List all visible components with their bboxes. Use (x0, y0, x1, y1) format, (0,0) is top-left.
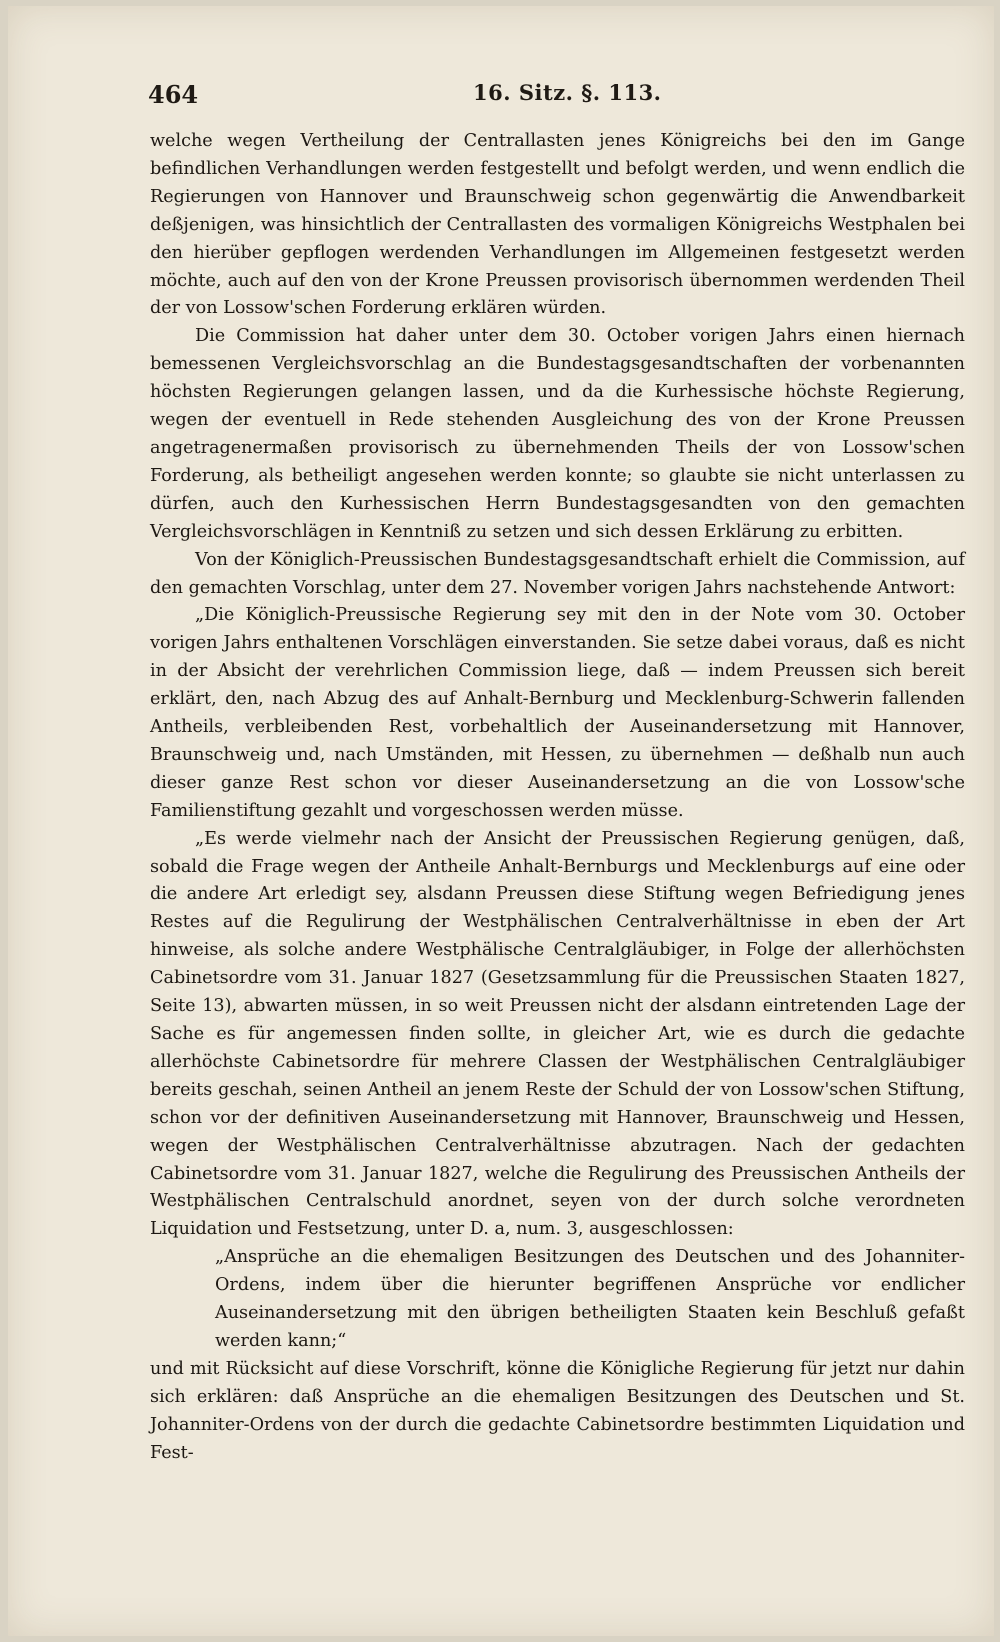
scanned-page (8, 6, 994, 1636)
paragraph-block-quote: „Ansprüche an die ehemaligen Besitzungen des Deutschen und des Johanniter-Ordens, indem über die hierunter begriffenen Ansprüche vor endlicher Auseinandersetzung mit den übrigen betheiligten Staaten kein Beschluß gefaßt werden kann;“ (215, 1247, 965, 1351)
page-header (148, 80, 968, 114)
paragraph-quoted-reply-2: „Es werde vielmehr nach der Ansicht der Preussischen Regierung genügen, daß, sobald die Frage wegen der Antheile Anhalt-Bernburgs und Mecklenburgs auf eine oder die andere Art erledigt sey, alsdann Preussen diese Stiftung wegen Befriedigung jenes Restes auf die Regulirung der Westphälischen Centralverhältnisse in eben der Art hinweise, als solche andere Westphälische Centralgläubiger, in Folge der allerhöchsten Cabinetsordre vom 31. Januar 1827 (Gesetzsammlung für die Preussischen Staaten 1827, Seite 13), abwarten müssen, in so weit Preussen nicht der alsdann eintretenden Lage der Sache es für angemessen finden sollte, in gleicher Art, wie es durch die gedachte allerhöchste Cabinetsordre für mehrere Classen der Westphälischen Centralgläubiger bereits geschah, seinen Antheil an jenem Reste der Schuld der von Lossow'schen Stiftung, schon vor der definitiven Auseinandersetzung mit Hannover, Braunschweig und Hessen, wegen der Westphälischen Centralverhältnisse abzutragen. Nach der gedachten Cabinetsordre vom 31. Januar 1827, welche die Regulirung des Preussischen Antheils der Westphälischen Centralschuld anordnet, seyen von der durch solche verordneten Liquidation und Festsetzung, unter D. a, num. 3, ausgeschlossen: (150, 828, 965, 1240)
paragraph-prussian-reply-intro: Von der Königlich-Preussischen Bundestagsgesandtschaft erhielt die Commission, auf den gemachten Vorschlag, unter dem 27. November vorigen Jahrs nachstehende Antwort: (150, 549, 965, 598)
paragraph-quoted-reply-1: „Die Königlich-Preussische Regierung sey mit den in der Note vom 30. October vorigen Jahrs enthaltenen Vorschlägen einverstanden. Sie setze dabei voraus, daß es nicht in der Absicht der verehrlichen Commission liege, daß — indem Preussen sich bereit erklärt, den, nach Abzug des auf Anhalt-Bernburg und Mecklenburg-Schwerin fallenden Antheils, verbleibenden Rest, vorbehaltlich der Auseinandersetzung mit Hannover, Braunschweig und, nach Umständen, mit Hessen, zu übernehmen — deßhalb nun auch dieser ganze Rest schon vor dieser Auseinandersetzung an die von Lossow'sche Familienstiftung gezahlt und vorgeschossen werden müsse. (150, 605, 965, 821)
body-text (150, 128, 965, 1468)
paragraph-continuation: welche wegen Vertheilung der Centrallasten jenes Königreichs bei den im Gange befindlichen Verhandlungen werden festgestellt und befolgt werden, und wenn endlich die Regierungen von Hannover und Braunschweig schon gegenwärtig die Anwendbarkeit deßjenigen, was hinsichtlich der Centrallasten des vormaligen Königreichs Westphalen bei den hierüber gepflogen werdenden Verhandlungen im Allgemeinen festgesetzt werden möchte, auch auf den von der Krone Preussen provisorisch übernommen werdenden Theil der von Lossow'schen Forderung erklären würden. (150, 131, 965, 319)
running-head: 16. Sitz. §. 113. (473, 80, 662, 105)
paragraph-conclusion: und mit Rücksicht auf diese Vorschrift, könne die Königliche Regierung für jetzt nur dahin sich erklären: daß Ansprüche an die ehemaligen Besitzungen des Deutschen und St. Johanniter-Ordens von der durch die gedachte Cabinetsordre bestimmten Liquidation und Fest- (150, 1358, 965, 1463)
paragraph-commission: Die Commission hat daher unter dem 30. October vorigen Jahrs einen hiernach bemessenen Vergleichsvorschlag an die Bundestagsgesandtschaften der vorbenannten höchsten Regierungen gelangen lassen, und da die Kurhessische höchste Regierung, wegen der eventuell in Rede stehenden Ausgleichung des von der Krone Preussen angetragenermaßen provisorisch zu übernehmenden Theils der von Lossow'schen Forderung, als betheiligt angesehen werden konnte; so glaubte sie nicht unterlassen zu dürfen, auch den Kurhessischen Herrn Bundestagsgesandten von den gemachten Vergleichsvorschlägen in Kenntniß zu setzen und sich dessen Erklärung zu erbitten. (150, 326, 965, 542)
page-number: 464 (148, 80, 199, 109)
